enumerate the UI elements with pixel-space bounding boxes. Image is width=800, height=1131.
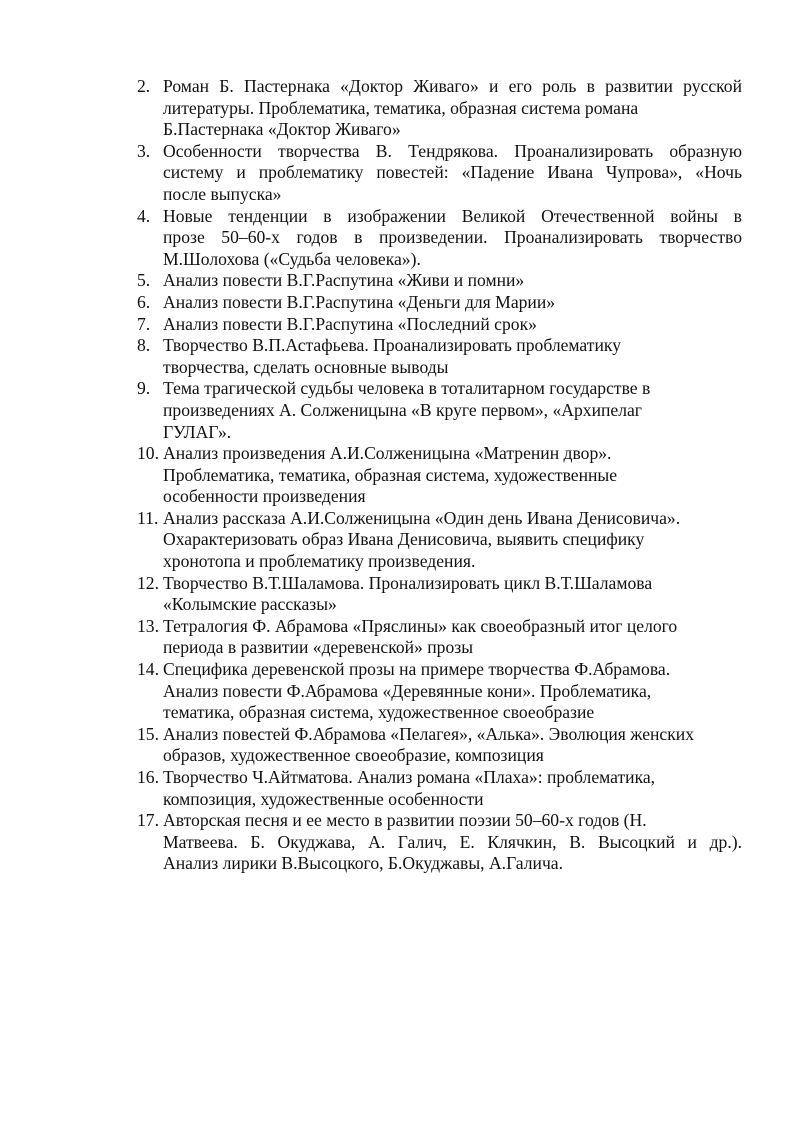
list-item-text xyxy=(163,206,742,271)
list-item-number: 7. xyxy=(137,313,151,334)
list-item-text xyxy=(163,314,742,336)
list-item xyxy=(137,335,742,378)
text-line: Анализ повести Ф.Абрамова «Деревянные кони». Проблематика, xyxy=(163,680,652,701)
text-line: Охарактеризовать образ Ивана Денисовича, выявить специфику xyxy=(163,529,645,550)
text-line: Творчество В.Т.Шаламова. Пронализировать цикл В.Т.Шаламова xyxy=(163,572,653,593)
text-line: Тема трагической судьбы человека в тоталитарном государстве в xyxy=(163,378,651,399)
list-item-number: 17. xyxy=(137,810,159,831)
list-item-number: 3. xyxy=(137,140,151,161)
text-line: систему и проблематику повестей: «Падение Ивана Чупрова», «Ночь xyxy=(163,162,742,183)
list-item xyxy=(137,378,742,443)
text-line: прозе 50–60-х годов в произведении. Проанализировать творчество xyxy=(163,227,742,248)
text-line: ГУЛАГ». xyxy=(163,421,232,442)
list-item xyxy=(137,443,742,508)
list-item xyxy=(137,270,742,292)
text-line: образов, художественное своеобразие, композиция xyxy=(163,745,544,766)
list-item xyxy=(137,292,742,314)
text-line: Анализ повестей Ф.Абрамова «Пелагея», «Алька». Эволюция женских xyxy=(163,723,694,744)
text-line: произведениях А. Солженицына «В круге первом», «Архипелаг xyxy=(163,399,643,420)
list-item-text xyxy=(163,292,742,314)
list-item-number: 8. xyxy=(137,335,151,356)
list-item-text xyxy=(163,810,742,875)
text-line: литературы. Проблематика, тематика, образная система романа xyxy=(163,97,639,118)
text-line: Анализ повести В.Г.Распутина «Деньги для Марии» xyxy=(163,291,556,312)
list-item xyxy=(137,616,742,659)
list-item-number: 10. xyxy=(137,443,159,464)
list-item-text xyxy=(163,335,742,378)
list-item-text xyxy=(163,767,742,810)
list-item-text xyxy=(163,508,742,573)
list-item-number: 6. xyxy=(137,291,151,312)
text-line: Анализ повести В.Г.Распутина «Последний срок» xyxy=(163,313,537,334)
text-line: Анализ повести В.Г.Распутина «Живи и помни» xyxy=(163,270,525,291)
text-line: Б.Пастернака «Доктор Живаго» xyxy=(163,119,401,140)
list-item xyxy=(137,314,742,336)
text-line: М.Шолохова («Судьба человека»). xyxy=(163,248,421,269)
list-item xyxy=(137,659,742,724)
text-line: Особенности творчества В. Тендрякова. Проанализировать образную xyxy=(163,140,742,161)
list-item-text xyxy=(163,616,742,659)
list-item-number: 4. xyxy=(137,205,151,226)
text-line: композиция, художественные особенности xyxy=(163,788,484,809)
list-item xyxy=(137,724,742,767)
text-line: творчества, сделать основные выводы xyxy=(163,356,449,377)
text-line: Творчество Ч.Айтматова. Анализ романа «Плаха»: проблематика, xyxy=(163,767,656,787)
text-line: Авторская песня и ее место в развитии поэзии 50–60-х годов (Н. xyxy=(163,810,647,831)
list-item-number: 12. xyxy=(137,572,159,593)
list-item xyxy=(137,810,742,875)
list-item xyxy=(137,508,742,573)
text-line: Новые тенденции в изображении Великой Отечественной войны в xyxy=(163,205,742,226)
list-item-number: 5. xyxy=(137,270,151,291)
text-line: периода в развитии «деревенской» прозы xyxy=(163,637,474,658)
list-item-number: 2. xyxy=(137,76,151,96)
list-item-number: 13. xyxy=(137,615,159,636)
text-line: Анализ рассказа А.И.Солженицына «Один день Ивана Денисовича». xyxy=(163,507,681,528)
list-item-text xyxy=(163,573,742,616)
list-item xyxy=(137,767,742,810)
text-line: особенности произведения xyxy=(163,486,366,507)
text-line: после выпуска» xyxy=(163,183,282,204)
list-item-text xyxy=(163,141,742,206)
text-line: Матвеева. Б. Окуджава, А. Галич, Е. Клячкин, В. Высоцкий и др.). xyxy=(163,831,742,852)
text-line: Специфика деревенской прозы на примере творчества Ф.Абрамова. xyxy=(163,659,671,680)
text-line: Анализ произведения А.И.Солженицына «Матренин двор». xyxy=(163,443,612,464)
topic-list xyxy=(137,76,742,875)
list-item-number: 9. xyxy=(137,378,151,399)
list-item-text xyxy=(163,76,742,141)
list-item-text xyxy=(163,724,742,767)
list-item-text xyxy=(163,659,742,724)
list-item xyxy=(137,76,742,141)
text-line: «Колымские рассказы» xyxy=(163,594,337,615)
text-line: Тетралогия Ф. Абрамова «Пряслины» как своеобразный итог целого xyxy=(163,615,678,636)
list-item-number: 16. xyxy=(137,767,159,787)
text-line: Проблематика, тематика, образная система, художественные xyxy=(163,464,618,485)
list-item-number: 15. xyxy=(137,723,159,744)
text-line: Творчество В.П.Астафьева. Проанализировать проблематику xyxy=(163,335,621,356)
list-item xyxy=(137,206,742,271)
text-line: Анализ лирики В.Высоцкого, Б.Окуджавы, А.Галича. xyxy=(163,853,564,874)
list-item-number: 14. xyxy=(137,659,159,680)
list-item-number: 11. xyxy=(137,507,159,528)
list-item xyxy=(137,141,742,206)
list-item-text xyxy=(163,443,742,508)
list-item xyxy=(137,573,742,616)
list-item-text xyxy=(163,378,742,443)
list-item-text xyxy=(163,270,742,292)
text-line: Роман Б. Пастернака «Доктор Живаго» и его роль в развитии русской xyxy=(163,76,742,96)
text-line: тематика, образная система, художественное своеобразие xyxy=(163,702,595,723)
text-line: хронотопа и проблематику произведения. xyxy=(163,551,476,572)
